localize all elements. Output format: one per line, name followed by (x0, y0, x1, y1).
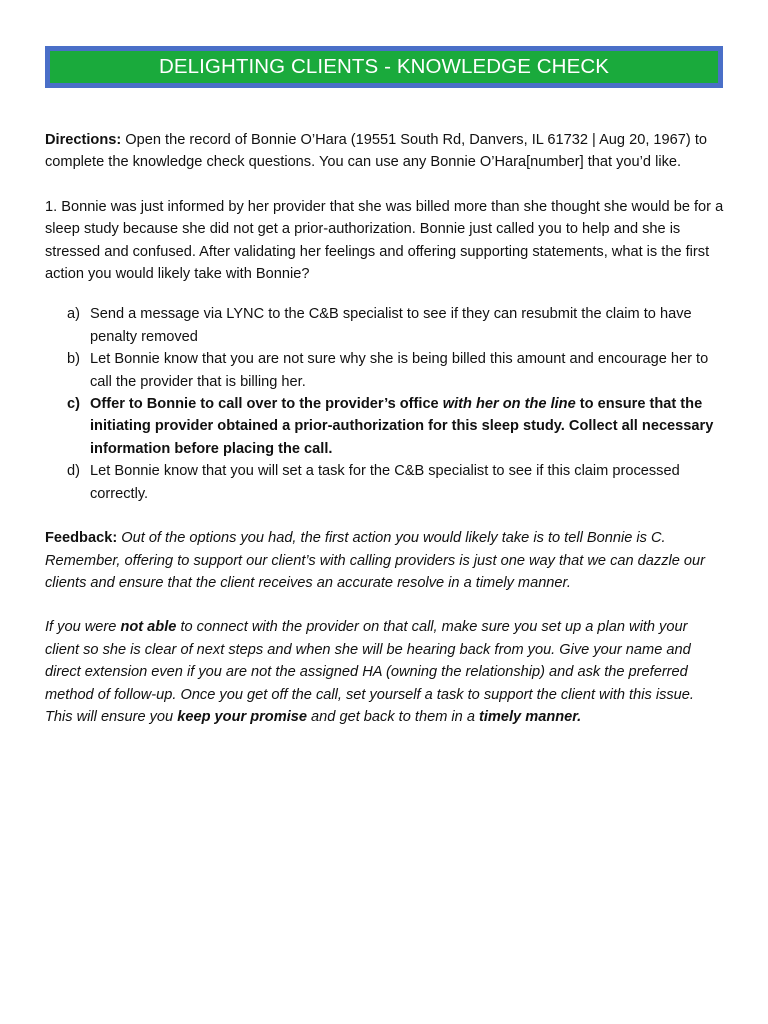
followup-text: and get back to them in a (307, 708, 479, 725)
page-title: DELIGHTING CLIENTS - KNOWLEDGE CHECK (50, 51, 718, 83)
followup-text: If you were (45, 619, 121, 636)
answer-option-c (45, 393, 725, 460)
directions-paragraph (45, 129, 725, 174)
option-text: Let Bonnie know that you will set a task for the C&B specialist to see if this claim processed correctly. (90, 463, 680, 502)
feedback-paragraph (45, 527, 725, 594)
followup-emphasis: keep your promise (177, 708, 307, 725)
followup-paragraph (45, 616, 725, 728)
followup-emphasis: not able (120, 619, 177, 636)
option-letter: a) (67, 306, 80, 323)
option-text: Let Bonnie know that you are not sure why she is being billed this amount and encourage her to call the provider that is billing her. (90, 351, 709, 390)
question-text: 1. Bonnie was just informed by her provider that she was billed more than she thought she would be for a sleep study because she did not get a prior-authorization. Bonnie just called you to help and she is stressed and confused. After validating her feelings and offering supporting statements, what is the first action you would likely take with Bonnie? (45, 198, 724, 283)
answer-option-b (45, 348, 725, 393)
feedback-text: Out of the options you had, the first action you would likely take is to tell Bonnie is C. Remember, offering to support our client’s with calling providers is just one way that we can dazzle our clients and ensure that the client receives an accurate resolve in a timely manner. (45, 530, 706, 591)
answer-options-list (45, 303, 725, 505)
directions-text: Open the record of Bonnie O’Hara (19551 South Rd, Danvers, IL 61732 | Aug 20, 1967) to complete the knowledge check questions. You can use any Bonnie O’Hara[number] that you’d like. (45, 132, 707, 171)
spacer (45, 594, 725, 616)
followup-emphasis: timely manner. (479, 708, 582, 725)
directions-label: Directions: (45, 132, 122, 148)
document-body (45, 129, 725, 728)
option-text-emphasis: with her on the line (442, 396, 576, 413)
option-text: Offer to Bonnie to call over to the provider’s office (90, 396, 443, 413)
answer-option-d (45, 460, 725, 505)
spacer (45, 174, 725, 196)
feedback-label: Feedback: (45, 530, 118, 547)
option-text: Send a message via LYNC to the C&B specialist to see if they can resubmit the claim to have penalty removed (90, 306, 692, 345)
answer-option-a (45, 303, 725, 348)
option-letter: d) (67, 463, 80, 480)
title-banner (45, 46, 723, 88)
option-text: to ensure that the initiating provider obtained a prior-authorization for this sleep study. Collect all necessary information before placing the call. (90, 396, 714, 457)
followup-text: to connect with the provider on that call, make sure you set up a plan with your client so she is clear of next steps and when she will be hearing back from you. Give your name and direct extension even if you are not the assigned HA (owning the relationship) and ask the preferred method of follow-up. Once you get off the call, set yourself a task to support the client with this issue. This will ensure you (45, 619, 694, 725)
option-letter: b) (67, 351, 80, 368)
spacer (45, 505, 725, 527)
option-letter: c) (67, 396, 80, 413)
spacer (45, 285, 725, 303)
